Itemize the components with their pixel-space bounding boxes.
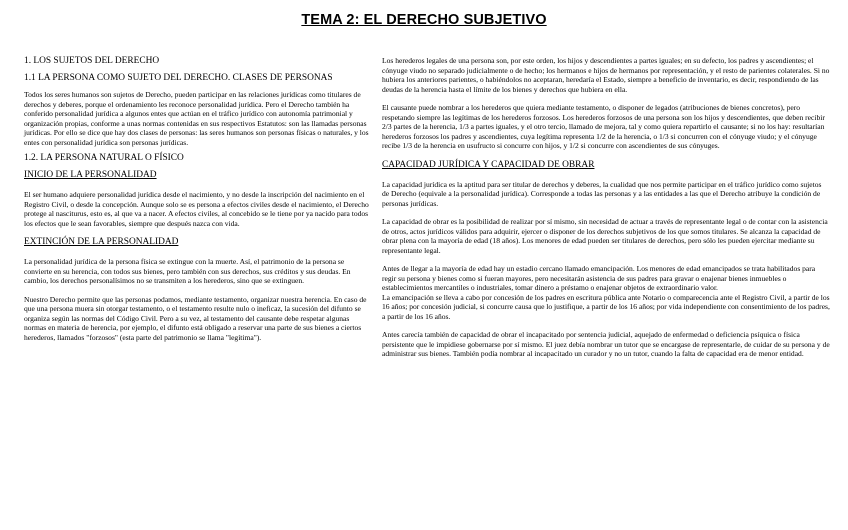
paragraph-capacidad-obrar: La capacidad de obrar es la posibilidad de realizar por sí mismo, sin necesidad de actuar a través de representante legal o de contar con la asistencia de otros, actos jurídicos válidos para adquirir, ejercer o disponer de los derechos subjetivos de los que somos titulares. Se alcanza la capacidad de obrar plena con la mayoría de edad (18 años). Los menores de edad pueden ser titulares de derechos, pero sólo les pueden ejercitar mediante su representante legal. (382, 217, 828, 255)
left-column (24, 56, 372, 342)
paragraph-capacidad-juridica: La capacidad jurídica es la aptitud para ser titular de derechos y deberes, la cualidad que nos permite participar en el tráfico jurídico como sujetos de Derecho (equivale a la personalidad jurídica). Corresponde a todas las personas y a las entidades a las que el Derecho atribuye la condición de personas jurídicas. (382, 179, 822, 208)
paragraph-herederos-forzosos: El causante puede nombrar a los herederos que quiera mediante testamento, o disponer de legados (atribuciones de bienes concretos), pero respetando siempre las legítimas de los herederos forzosos. Los herederos forzosos de una persona son los hijos y descendientes, que deben recibir 2/3 partes de la herencia, 1/3 a partes iguales, y el otro tercio, llamado de mejora, tal y como quiera repartirlo el causante; si no los hay: resultarían herederos forzosos los padres y ascendientes, cuya legítima representa 1/2 de la herencia, o 1/3 si concurren con el cónyuge viudo; y el cónyuge recibe 1/3 de la herencia en usufructo si concurre con hijos, y 1/2 si concurre con ascendientes de sus cónyuges. (382, 103, 825, 150)
subsection-heading-persona-natural: 1.2. LA PERSONA NATURAL O FÍSICO (24, 153, 184, 163)
paragraph-testamento: Nuestro Derecho permite que las personas podamos, mediante testamento, organizar nuestra herencia. En caso de que una persona muera sin otorgar testamento, o el testamento resulte nulo o ineficaz, la sucesión del difunto se organiza según las normas del Código Civil. Pero a su vez, al testamento del causante debe respetar algunas normas en materia de herencia, por ejemplo, el difunto está obligado a reservar una parte de sus bienes a ciertos herederos, llamados "forzosos" (esta parte del patrimonio se llama "legítima"). (24, 294, 367, 342)
subsection-heading-persona: 1.1 LA PERSONA COMO SUJETO DEL DERECHO. CLASES DE PERSONAS (24, 73, 333, 83)
paragraph-emancipacion: Antes de llegar a la mayoría de edad hay un estadio cercano llamado emancipación. Los menores de edad emancipados se trata habilitados para regir su persona y bienes como si fueran mayores, pero necesitarán asistencia de sus padres para gravar o enajenar bienes inmuebles o establecimientos mercantiles o industriales, tomar dinero a préstamo o enajenar objetos de extraordinario valor. (382, 264, 816, 292)
paragraph-herederos-legales: Los herederos legales de una persona son, por este orden, los hijos y descendientes a partes iguales; en su defecto, los padres y ascendientes; el cónyuge viudo no separado judicialmente o de hecho; los hermanos e hijos de hermanos por representación, y el resto de parientes colaterales. Si no hubiera los anteriores parientes, o habiéndolos no aceptaran, heredaría el Estado, siempre a beneficio de inventario, es decir, respondiendo de las deudas de la herencia hasta el límite de los bienes y derechos que hubiera en ella. (382, 56, 830, 94)
paragraph-persona: Todos los seres humanos son sujetos de Derecho, pueden participar en las relaciones jurídicas como titulares de derechos y deberes, porque el ordenamiento les reconoce personalidad jurídica. Pero el Derecho también ha conferido personalidad jurídica a algunos entes que actúan en el tráfico jurídico con autonomía patrimonial y organización propias, conforme a unas normas contenidas en sus respectivos Estatutos: son las llamadas personas jurídicas. Por ello se dice que hay dos clases de personas: las seres humanos son personas físicas o naturales, y los entes con personalidad jurídica son personas jurídicas. (24, 90, 369, 147)
section-heading-sujetos: 1. LOS SUJETOS DEL DERECHO (24, 56, 160, 66)
right-column (382, 56, 830, 359)
heading-inicio-personalidad: INICIO DE LA PERSONALIDAD (24, 170, 157, 180)
paragraph-incapacitado: Antes carecía también de capacidad de obrar el incapacitado por sentencia judicial, aquejado de enfermedad o deficiencia psíquica o física persistente que le impidiese gobernarse por sí mismo. El juez debía nombrar un tutor que se encargase de representarle, de cuidar de su persona y de administrar sus bienes. También podía nombrar al incapacitado un curador y no un tutor, cuando la falta de capacidad era de menor entidad. (382, 330, 830, 358)
paragraph-emancipacion-formas: La emancipación se lleva a cabo por concesión de los padres en escritura pública ante Notario o comparecencia ante el Registro Civil, a partir de los 16 años; por concesión judicial, si concurre causa que lo justifique, a partir de los 16 años; por vida independiente con consentimiento de los padres, a partir de los 16 años. (382, 292, 830, 321)
heading-capacidad: CAPACIDAD JURÍDICA Y CAPACIDAD DE OBRAR (382, 159, 595, 170)
document-title: TEMA 2: EL DERECHO SUBJETIVO (301, 12, 547, 28)
heading-extincion-personalidad: EXTINCIÓN DE LA PERSONALIDAD (24, 237, 179, 247)
paragraph-inicio: El ser humano adquiere personalidad jurídica desde el nacimiento, y no desde la inscripción del nacimiento en el Registro Civil, o desde la concepción. Aunque solo se es persona a efectos civiles desde el nacimiento, el Derecho protege al nasciturus, esto es, al que va a nacer. A efectos civiles, al concebido se le tiene por ya nacido para todos los efectos que le sean favorables, siempre que después nazca con vida. (24, 190, 369, 228)
paragraph-extincion: La personalidad jurídica de la persona física se extingue con la muerte. Así, el patrimonio de la persona se convierte en su herencia, con todos sus bienes, pero también con sus derechos, sus créditos y sus deudas. En cambio, los derechos personalísimos no se transmiten a los herederos, sino que se extinguen. (24, 257, 351, 285)
